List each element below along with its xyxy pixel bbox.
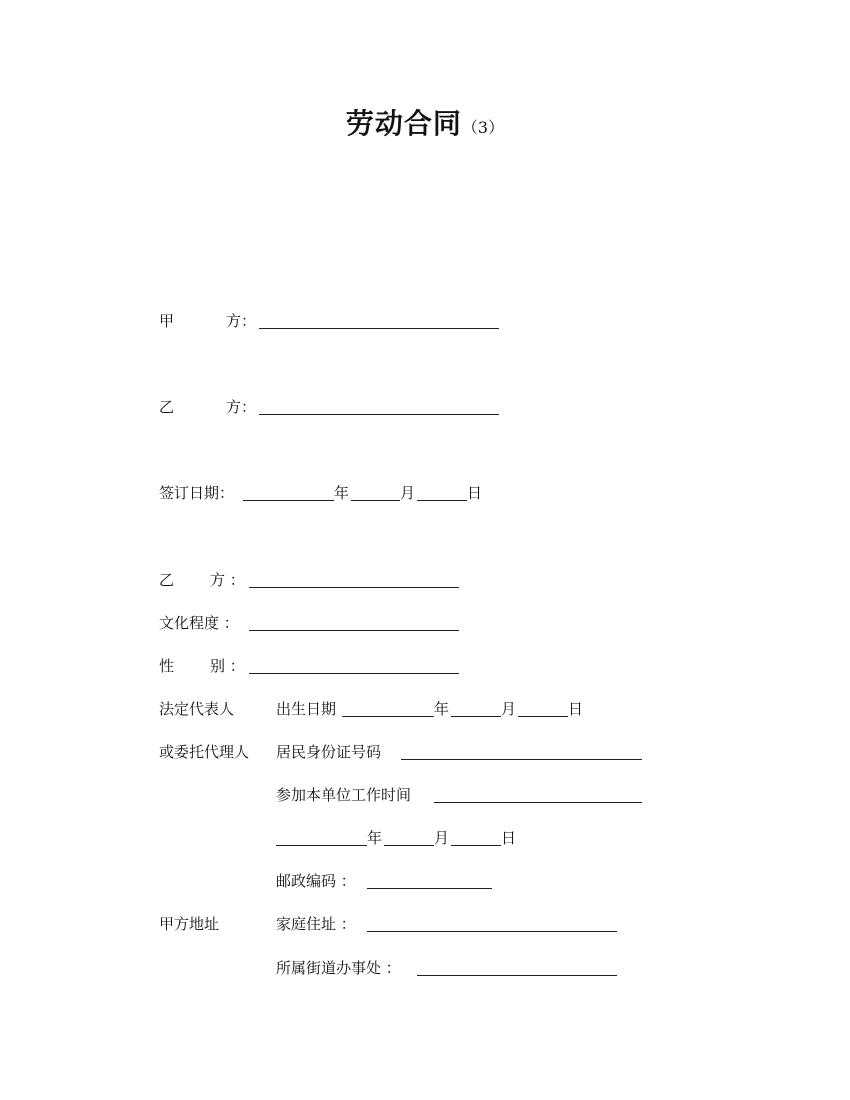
party-b-label-2: 方：: [226, 398, 257, 416]
party-b-label-1: 乙: [159, 398, 175, 416]
education-row: [0, 613, 850, 633]
join-month-label: 月: [434, 829, 450, 847]
sign-month-blank[interactable]: [351, 500, 400, 501]
party-a-label-2: 方：: [226, 312, 257, 330]
sign-month-label: 月: [400, 484, 416, 502]
legal-rep-label: 法定代表人: [159, 700, 235, 718]
party-a-blank[interactable]: [259, 328, 499, 329]
title-sub: （3）: [461, 118, 505, 137]
emp-party-b-label-2: 方 ：: [210, 571, 245, 589]
id-number-blank[interactable]: [401, 759, 642, 760]
emp-party-b-blank[interactable]: [249, 587, 459, 588]
join-date-row: [0, 828, 850, 848]
emp-party-b-label-1: 乙: [159, 571, 175, 589]
sign-date-row: [0, 483, 850, 503]
join-day-label: 日: [501, 829, 517, 847]
sign-date-label: 签订日期：: [159, 484, 235, 502]
join-time-blank[interactable]: [434, 802, 642, 803]
emp-party-b-row: [0, 570, 850, 590]
education-blank[interactable]: [249, 630, 459, 631]
postal-code-label: 邮政编码 ：: [276, 872, 356, 890]
birth-date-label: 出生日期: [276, 700, 337, 718]
birth-day-blank[interactable]: [518, 716, 568, 717]
birth-month-label: 月: [501, 700, 517, 718]
sign-day-blank[interactable]: [417, 500, 467, 501]
sign-year-blank[interactable]: [243, 500, 334, 501]
postal-code-row: [0, 871, 850, 891]
street-office-label: 所属街道办事处 ：: [276, 959, 401, 977]
join-year-blank[interactable]: [276, 845, 367, 846]
home-address-blank[interactable]: [367, 931, 617, 932]
party-b-row: [0, 397, 850, 417]
document-title: [0, 102, 850, 142]
gender-row: [0, 656, 850, 676]
address-row: [0, 914, 850, 934]
join-year-label: 年: [367, 829, 383, 847]
title-main: 劳动合同: [345, 107, 462, 140]
sign-day-label: 日: [467, 484, 483, 502]
gender-label-1: 性: [159, 657, 175, 675]
party-a-address-label: 甲方地址: [159, 915, 220, 933]
or-agent-label: 或委托代理人: [159, 743, 250, 761]
party-a-row: [0, 311, 850, 331]
legal-rep-row: [0, 699, 850, 719]
party-a-label-1: 甲: [159, 312, 175, 330]
agent-row: [0, 742, 850, 762]
birth-year-label: 年: [434, 700, 450, 718]
join-time-row: [0, 785, 850, 805]
join-time-label: 参加本单位工作时间: [276, 786, 412, 804]
street-office-blank[interactable]: [417, 975, 617, 976]
gender-blank[interactable]: [249, 673, 459, 674]
birth-month-blank[interactable]: [451, 716, 501, 717]
party-b-blank[interactable]: [259, 414, 499, 415]
join-month-blank[interactable]: [384, 845, 434, 846]
home-address-label: 家庭住址 ：: [276, 915, 356, 933]
join-day-blank[interactable]: [451, 845, 501, 846]
education-label: 文化程度 ：: [159, 614, 239, 632]
sign-year-label: 年: [334, 484, 350, 502]
birth-day-label: 日: [568, 700, 584, 718]
id-number-label: 居民身份证号码: [276, 743, 382, 761]
birth-year-blank[interactable]: [342, 716, 434, 717]
street-office-row: [0, 958, 850, 978]
gender-label-2: 别 ：: [210, 657, 245, 675]
postal-code-blank[interactable]: [367, 888, 492, 889]
